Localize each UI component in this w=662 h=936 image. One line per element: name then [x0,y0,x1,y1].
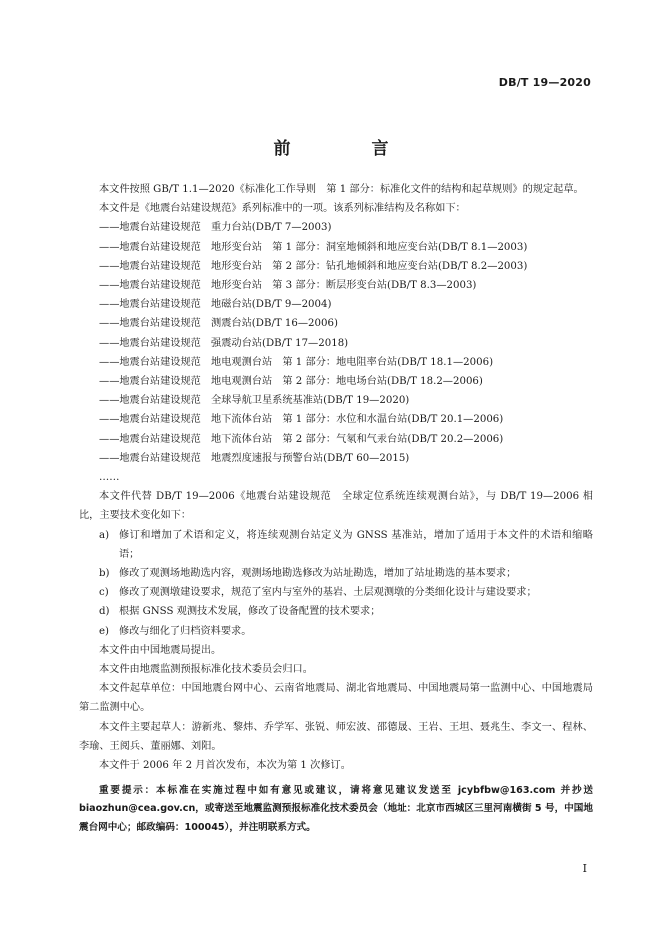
list-item [79,410,593,429]
ellipsis: …… [99,472,120,484]
list-item-text: 修改了观测场地勘选内容，观测场地勘选修改为站址勘选，增加了站址勘选的基本要求； [119,568,517,580]
foreword-body [79,180,593,775]
item-marker: b) [99,568,110,580]
list-item [79,391,593,410]
intro-paragraph-1: 本文件按照 GB/T 1.1—2020《标准化工作导则 第 1 部分：标准化文件的结构和起草规则》的规定起草。 [99,184,584,195]
dash-mark: —— [99,260,120,272]
intro-paragraph-2: 本文件是《地震台站建设规范》系列标准中的一项。该系列标准结构及名称如下： [99,203,466,215]
dash-mark: —— [99,337,120,349]
list-item-text: 地震台站建设规范 地下流体台站 第 1 部分：水位和水温台站(DB/T 20.1—2006) [119,414,504,426]
list-item [79,238,593,257]
list-item-text: 地震台站建设规范 地形变台站 第 1 部分：洞室地倾斜和地应变台站(DB/T 8.1—2003) [119,241,528,253]
list-item-text: 地震台站建设规范 测震台站(DB/T 16—2006) [119,318,338,330]
list-item [79,622,593,641]
list-item-text: 地震台站建设规范 地电观测台站 第 1 部分：地电阻率台站(DB/T 18.1—2006) [119,356,494,368]
list-item [79,583,593,602]
list-item-text: 地震台站建设规范 地形变台站 第 3 部分：断层形变台站(DB/T 8.3—2003) [119,280,477,292]
dash-mark: —— [99,452,120,464]
list-item [79,372,593,391]
dash-mark: —— [99,241,120,253]
list-item-text: 地震台站建设规范 强震动台站(DB/T 17—2018) [119,337,349,349]
replace-paragraph: 本文件代替 DB/T 19—2006《地震台站建设规范 全球定位系统连续观测台站》，与 DB/T 19—2006 相比，主要技术变化如下： [79,491,593,522]
dash-mark: —— [99,414,120,426]
list-item-text: 地震台站建设规范 地下流体台站 第 2 部分：气氡和气汞台站(DB/T 20.2—2006) [119,433,504,445]
item-marker: d) [99,606,110,618]
drafting-units-paragraph: 本文件起草单位：中国地震台网中心、云南省地震局、湖北省地震局、中国地震局第一监测中心、中国地震局第二监测中心。 [79,683,593,714]
list-item-text: 地震台站建设规范 地震烈度速报与预警台站(DB/T 60—2015) [119,452,410,464]
list-item [79,430,593,449]
dash-mark: —— [99,222,120,234]
list-item-text: 地震台站建设规范 重力台站(DB/T 7—2003) [119,222,332,234]
item-marker: e) [99,625,110,637]
list-item [79,314,593,333]
changes-list [79,526,593,641]
page-title: 前 言 [273,139,421,159]
list-item [79,353,593,372]
committee-paragraph: 本文件由地震监测预报标准化技术委员会归口。 [99,664,313,676]
list-item [79,334,593,353]
list-item-text: 根据 GNSS 观测技术发展，修改了设备配置的技术要求； [119,606,381,618]
list-item [79,564,593,583]
list-item-text: 修改了观测墩建设要求，规范了室内与室外的基岩、土层观测墩的分类细化设计与建设要求； [119,587,537,599]
page-number: Ⅰ [582,862,587,875]
dash-mark: —— [99,395,120,407]
item-marker: c) [99,587,109,599]
list-item [79,526,593,564]
dash-mark: —— [99,356,120,368]
series-list [79,218,593,468]
list-item-text: 地震台站建设规范 全球导航卫星系统基准站(DB/T 19—2020) [119,395,410,407]
history-paragraph: 本文件于 2006 年 2 月首次发布，本次为第 1 次修订。 [99,760,351,772]
dash-mark: —— [99,280,120,292]
dash-mark: —— [99,433,120,445]
item-marker: a) [99,529,110,541]
dash-mark: —— [99,318,120,330]
list-item-text: 修改与细化了归档资料要求。 [119,625,252,637]
list-item [79,218,593,237]
proposer-paragraph: 本文件由中国地震局提出。 [99,644,222,656]
list-item [79,449,593,468]
list-item [79,295,593,314]
dash-mark: —— [99,376,120,388]
important-notice: 重要提示：本标准在实施过程中如有意见或建议，请将意见建议发送至 jcybfbw@163.com 并抄送 biaozhun@cea.gov.cn，或寄送至地震监测预报标准化技术委员会（地址：北京市西城区三里河南横街 5 号，中国地震台网中心；邮政编码：100045），并注明联系方式。 [79,785,593,833]
list-item-text: 地震台站建设规范 地形变台站 第 2 部分：钻孔地倾斜和地应变台站(DB/T 8.2—2003) [119,260,528,272]
list-item-text: 修订和增加了术语和定义，将连续观测台站定义为 GNSS 基准站，增加了适用于本文件的术语和缩略语； [119,529,593,560]
list-item [79,257,593,276]
list-item-text: 地震台站建设规范 地磁台站(DB/T 9—2004) [119,299,332,311]
dash-mark: —— [99,299,120,311]
drafters-paragraph: 本文件主要起草人：游新兆、黎炜、乔学军、张锐、师宏波、邵德晟、王岩、王坦、聂兆生、李文一、程林、李瑜、王阅兵、董丽娜、刘阳。 [79,721,593,752]
list-item [79,276,593,295]
list-item-text: 地震台站建设规范 地电观测台站 第 2 部分：地电场台站(DB/T 18.2—2006) [119,376,483,388]
list-item [79,602,593,621]
standard-code: DB/T 19—2020 [498,76,591,89]
